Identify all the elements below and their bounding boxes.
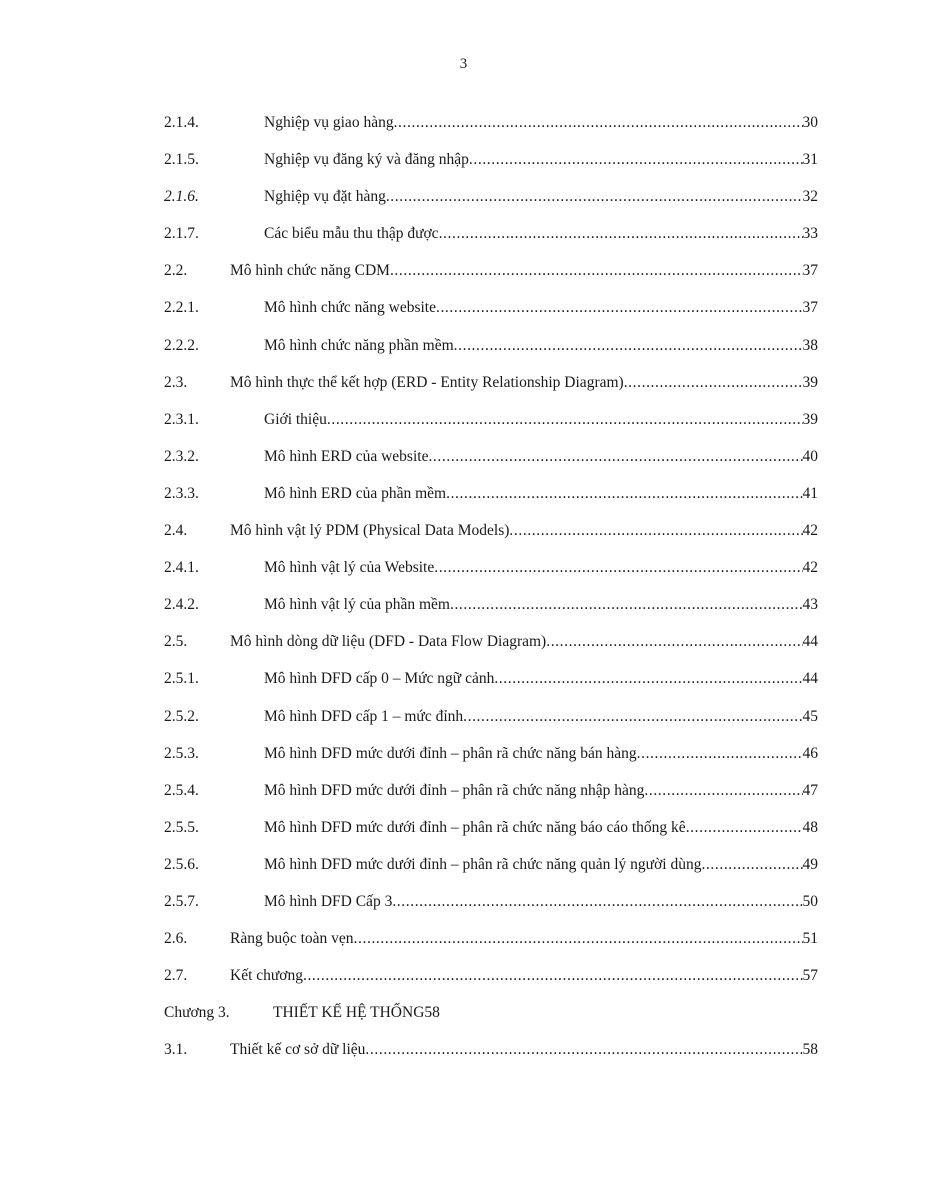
toc-entry-title: Mô hình DFD cấp 1 – mức đỉnh <box>264 707 464 725</box>
toc-entry-title-line <box>264 110 818 136</box>
toc-entry-number: 2.3.1. <box>164 410 199 428</box>
toc-dot-leader <box>463 704 802 730</box>
toc-entry-number: 2.1.4. <box>164 114 199 131</box>
toc-dot-leader <box>394 110 803 136</box>
page-number: 3 <box>459 56 468 72</box>
toc-entry-page: 41 <box>802 484 818 502</box>
toc-entry-number: 2.5.4. <box>164 781 199 799</box>
toc-entry[interactable] <box>164 481 818 518</box>
toc-dot-leader <box>436 295 803 321</box>
toc-entry-title: Ràng buộc toàn vẹn <box>230 930 354 948</box>
toc-entry-page: 37 <box>802 299 818 317</box>
toc-entry-title: Mô hình ERD của phần mềm <box>264 484 447 502</box>
toc-entry-page: 30 <box>802 114 818 131</box>
toc-entry-page: 44 <box>802 670 818 688</box>
toc-entry-title-line <box>264 481 818 507</box>
toc-entry[interactable] <box>164 741 818 778</box>
toc-entry[interactable] <box>164 295 818 332</box>
toc-entry-title: Mô hình ERD của website <box>264 447 429 465</box>
toc-entry-number: 2.7. <box>164 967 188 985</box>
toc-entry-page: 39 <box>802 410 818 428</box>
toc-entry-title-line <box>264 778 818 804</box>
toc-entry-number: 2.2.2. <box>164 336 199 354</box>
toc-entry-page: 40 <box>802 447 818 465</box>
toc-entry[interactable] <box>164 147 818 184</box>
toc-entry-title-line <box>264 666 818 692</box>
toc-entry-title-line <box>264 295 818 321</box>
table-of-contents <box>164 110 818 1074</box>
toc-dot-leader <box>354 926 803 952</box>
toc-entry-number: 2.1.6. <box>164 188 199 206</box>
toc-entry-page: 49 <box>802 855 818 873</box>
toc-entry-number: 2.5. <box>164 633 188 651</box>
toc-entry[interactable] <box>164 778 818 815</box>
toc-entry[interactable] <box>164 963 818 1000</box>
toc-dot-leader <box>434 555 802 581</box>
toc-entry[interactable] <box>164 815 818 852</box>
toc-list-after <box>164 1037 818 1074</box>
toc-dot-leader <box>644 778 802 804</box>
toc-entry-title-line <box>264 592 818 618</box>
toc-entry-title: Nghiệp vụ đăng ký và đăng nhập <box>264 151 469 169</box>
toc-entry-page: 31 <box>802 151 818 169</box>
toc-chapter-heading[interactable] <box>164 1000 818 1037</box>
toc-entry-page: 32 <box>802 188 818 206</box>
toc-dot-leader <box>365 1037 802 1063</box>
toc-entry-page: 33 <box>802 225 818 243</box>
toc-entry-title-line <box>264 815 818 841</box>
toc-entry-title: Mô hình DFD mức dưới đỉnh – phân rã chức năng quản lý người dùng <box>264 855 702 873</box>
toc-entry-title-line <box>264 333 818 359</box>
toc-entry-number: 2.4.2. <box>164 596 199 614</box>
toc-entry-number: 2.3.3. <box>164 484 199 502</box>
toc-entry-number: 2.5.7. <box>164 892 199 910</box>
toc-dot-leader <box>637 741 803 767</box>
toc-entry-page: 58 <box>802 1041 818 1059</box>
toc-entry[interactable] <box>164 666 818 703</box>
toc-entry-title-line <box>264 221 818 247</box>
toc-entry-title: Các biểu mẫu thu thập được <box>264 225 439 243</box>
toc-entry-number: 2.1.5. <box>164 151 199 169</box>
toc-entry[interactable] <box>164 629 818 666</box>
toc-entry-page: 39 <box>802 373 818 391</box>
toc-entry-number: 2.3.2. <box>164 447 199 465</box>
toc-entry[interactable] <box>164 889 818 926</box>
toc-entry[interactable] <box>164 221 818 258</box>
toc-entry-title: Mô hình DFD mức dưới đỉnh – phân rã chức năng nhập hàng <box>264 781 645 799</box>
toc-entry[interactable] <box>164 370 818 407</box>
toc-dot-leader <box>450 592 803 618</box>
toc-entry-page: 42 <box>802 559 818 577</box>
toc-entry-page: 42 <box>802 522 818 540</box>
toc-entry-title-line <box>264 889 818 915</box>
toc-dot-leader <box>509 518 802 544</box>
toc-entry-number: 2.5.6. <box>164 855 199 873</box>
toc-entry-title: Mô hình DFD mức dưới đỉnh – phân rã chức năng bán hàng <box>264 744 637 762</box>
toc-entry[interactable] <box>164 555 818 592</box>
toc-entry[interactable] <box>164 110 818 147</box>
toc-entry[interactable] <box>164 258 818 295</box>
toc-dot-leader <box>327 407 803 433</box>
toc-entry-title: Mô hình DFD Cấp 3 <box>264 892 393 910</box>
toc-entry-page: 48 <box>802 818 818 836</box>
toc-entry-number: 2.1.7. <box>164 225 199 243</box>
toc-entry-page: 44 <box>802 633 818 651</box>
toc-entry-page: 46 <box>802 744 818 762</box>
toc-entry-number: 2.5.5. <box>164 818 199 836</box>
toc-entry-title: Thiết kế cơ sở dữ liệu <box>230 1041 366 1059</box>
toc-entry-title-line <box>264 444 818 470</box>
toc-entry-title: Nghiệp vụ đặt hàng <box>264 188 386 206</box>
toc-dot-leader <box>686 815 803 841</box>
toc-entry[interactable] <box>164 926 818 963</box>
toc-entry-number: 2.2. <box>164 262 188 280</box>
toc-entry-title-line <box>264 184 818 210</box>
toc-entry-title: Giới thiệu <box>264 410 327 428</box>
toc-entry[interactable] <box>164 592 818 629</box>
toc-entry-title: Mô hình vật lý PDM (Physical Data Models) <box>230 522 510 540</box>
toc-entry-page: 45 <box>802 707 818 725</box>
chapter-title: THIẾT KẾ HỆ THỐNG58 <box>273 1004 440 1022</box>
toc-entry-title: Mô hình chức năng CDM <box>230 262 390 280</box>
toc-entry-title-line <box>264 147 818 173</box>
toc-entry-page: 50 <box>802 892 818 910</box>
toc-entry-number: 2.5.2. <box>164 707 199 725</box>
toc-dot-leader <box>428 444 802 470</box>
toc-entry-number: 2.6. <box>164 930 188 948</box>
toc-entry-title-line <box>230 926 818 952</box>
toc-entry[interactable] <box>164 184 818 221</box>
toc-dot-leader <box>303 963 803 989</box>
toc-dot-leader <box>494 666 802 692</box>
toc-entry-title-line <box>230 1037 818 1063</box>
toc-entry-title-line <box>230 629 818 655</box>
toc-entry[interactable] <box>164 444 818 481</box>
toc-entry-number: 2.2.1. <box>164 299 199 317</box>
toc-entry-page: 43 <box>802 596 818 614</box>
toc-entry-title: Mô hình chức năng website <box>264 299 436 317</box>
toc-dot-leader <box>386 184 803 210</box>
toc-entry-title: Mô hình vật lý của Website <box>264 559 435 577</box>
toc-entry-title: Kết chương <box>230 967 303 985</box>
toc-entry-page: 37 <box>802 262 818 280</box>
toc-entry[interactable] <box>164 518 818 555</box>
toc-entry-title: Mô hình DFD cấp 0 – Mức ngữ cảnh <box>264 670 495 688</box>
toc-entry-number: 2.4. <box>164 522 188 540</box>
toc-entry-number: 2.4.1. <box>164 559 199 577</box>
toc-entry-title-line <box>264 407 818 433</box>
toc-entry-title-line <box>230 518 818 544</box>
toc-entry-title-line <box>230 963 818 989</box>
toc-entry-title: Mô hình vật lý của phần mềm <box>264 596 450 614</box>
toc-dot-leader <box>469 147 803 173</box>
toc-entry[interactable] <box>164 333 818 370</box>
toc-entry-page: 47 <box>802 781 818 799</box>
toc-dot-leader <box>701 852 802 878</box>
toc-dot-leader <box>624 370 803 396</box>
toc-entry-title-line <box>264 852 818 878</box>
toc-dot-leader <box>439 221 803 247</box>
toc-entry-title-line <box>230 258 818 284</box>
toc-entry-title: Mô hình thực thể kết hợp (ERD - Entity Relationship Diagram) <box>230 373 624 391</box>
toc-entry-title: Mô hình dòng dữ liệu (DFD - Data Flow Diagram) <box>230 633 547 651</box>
toc-dot-leader <box>390 258 803 284</box>
chapter-label: Chương 3. <box>164 1004 230 1022</box>
toc-dot-leader <box>392 889 802 915</box>
toc-entry-title: Mô hình DFD mức dưới đỉnh – phân rã chức năng báo cáo thống kê <box>264 818 686 836</box>
toc-entry[interactable] <box>164 1037 818 1074</box>
toc-entry-number: 3.1. <box>164 1041 188 1059</box>
toc-entry[interactable] <box>164 704 818 741</box>
toc-list <box>164 110 818 1000</box>
toc-entry-title-line <box>230 370 818 396</box>
toc-entry-number: 2.5.3. <box>164 744 199 762</box>
toc-entry-page: 51 <box>802 930 818 948</box>
toc-entry[interactable] <box>164 852 818 889</box>
toc-dot-leader <box>454 333 803 359</box>
toc-entry-page: 38 <box>802 336 818 354</box>
toc-entry-number: 2.5.1. <box>164 670 199 688</box>
toc-entry-page: 57 <box>802 967 818 985</box>
toc-dot-leader <box>446 481 802 507</box>
toc-entry[interactable] <box>164 407 818 444</box>
toc-entry-title-line <box>264 704 818 730</box>
toc-dot-leader <box>546 629 802 655</box>
toc-entry-title-line <box>264 741 818 767</box>
toc-entry-title: Mô hình chức năng phần mềm <box>264 336 454 354</box>
toc-entry-title: Nghiệp vụ giao hàng <box>264 114 394 131</box>
toc-entry-title-line <box>264 555 818 581</box>
toc-entry-number: 2.3. <box>164 373 188 391</box>
